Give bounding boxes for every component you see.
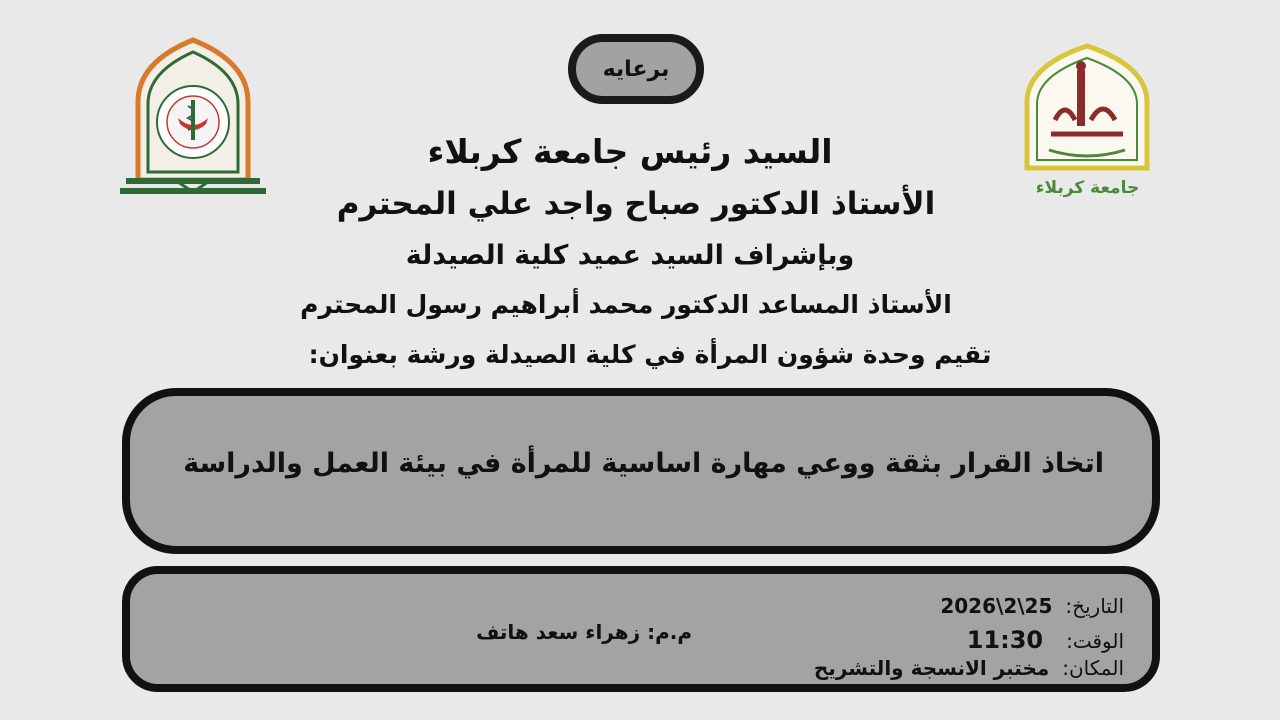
college-of-pharmacy-logo <box>118 32 268 202</box>
logo-caption: جامعة كربلاء <box>1035 178 1140 198</box>
patronage-label: برعايه <box>602 56 670 82</box>
header-line-4: الأستاذ المساعد الدكتور محمد أبراهيم رسول المحترم <box>300 290 952 319</box>
presenter-name: م.م: زهراء سعد هاتف <box>476 620 692 644</box>
place-row <box>814 656 1124 680</box>
university-of-karbala-logo <box>1015 40 1160 205</box>
workshop-title-box <box>122 388 1160 554</box>
date-row <box>940 594 1124 618</box>
header-line-3: وبإشراف السيد عميد كلية الصيدلة <box>405 240 855 271</box>
time-label: الوقت: <box>1066 629 1124 653</box>
header-line-1: السيد رئيس جامعة كربلاء <box>427 132 833 171</box>
time-value: 11:30 <box>966 626 1044 654</box>
date-value: 2026\2\25 <box>940 594 1053 618</box>
place-label: المكان: <box>1062 656 1124 680</box>
place-value: مختبر الانسجة والتشريح <box>813 656 1050 680</box>
details-box <box>122 566 1160 692</box>
header-line-5: تقيم وحدة شؤون المرأة في كلية الصيدلة ورشة بعنوان: <box>308 340 992 369</box>
header-line-2: الأستاذ الدكتور صباح واجد علي المحترم <box>336 186 936 222</box>
time-row <box>967 626 1124 654</box>
workshop-title: اتخاذ القرار بثقة ووعي مهارة اساسية للمرأة في بيئة العمل والدراسة <box>183 448 1104 479</box>
date-label: التاريخ: <box>1065 594 1124 618</box>
patronage-pill <box>568 34 704 104</box>
